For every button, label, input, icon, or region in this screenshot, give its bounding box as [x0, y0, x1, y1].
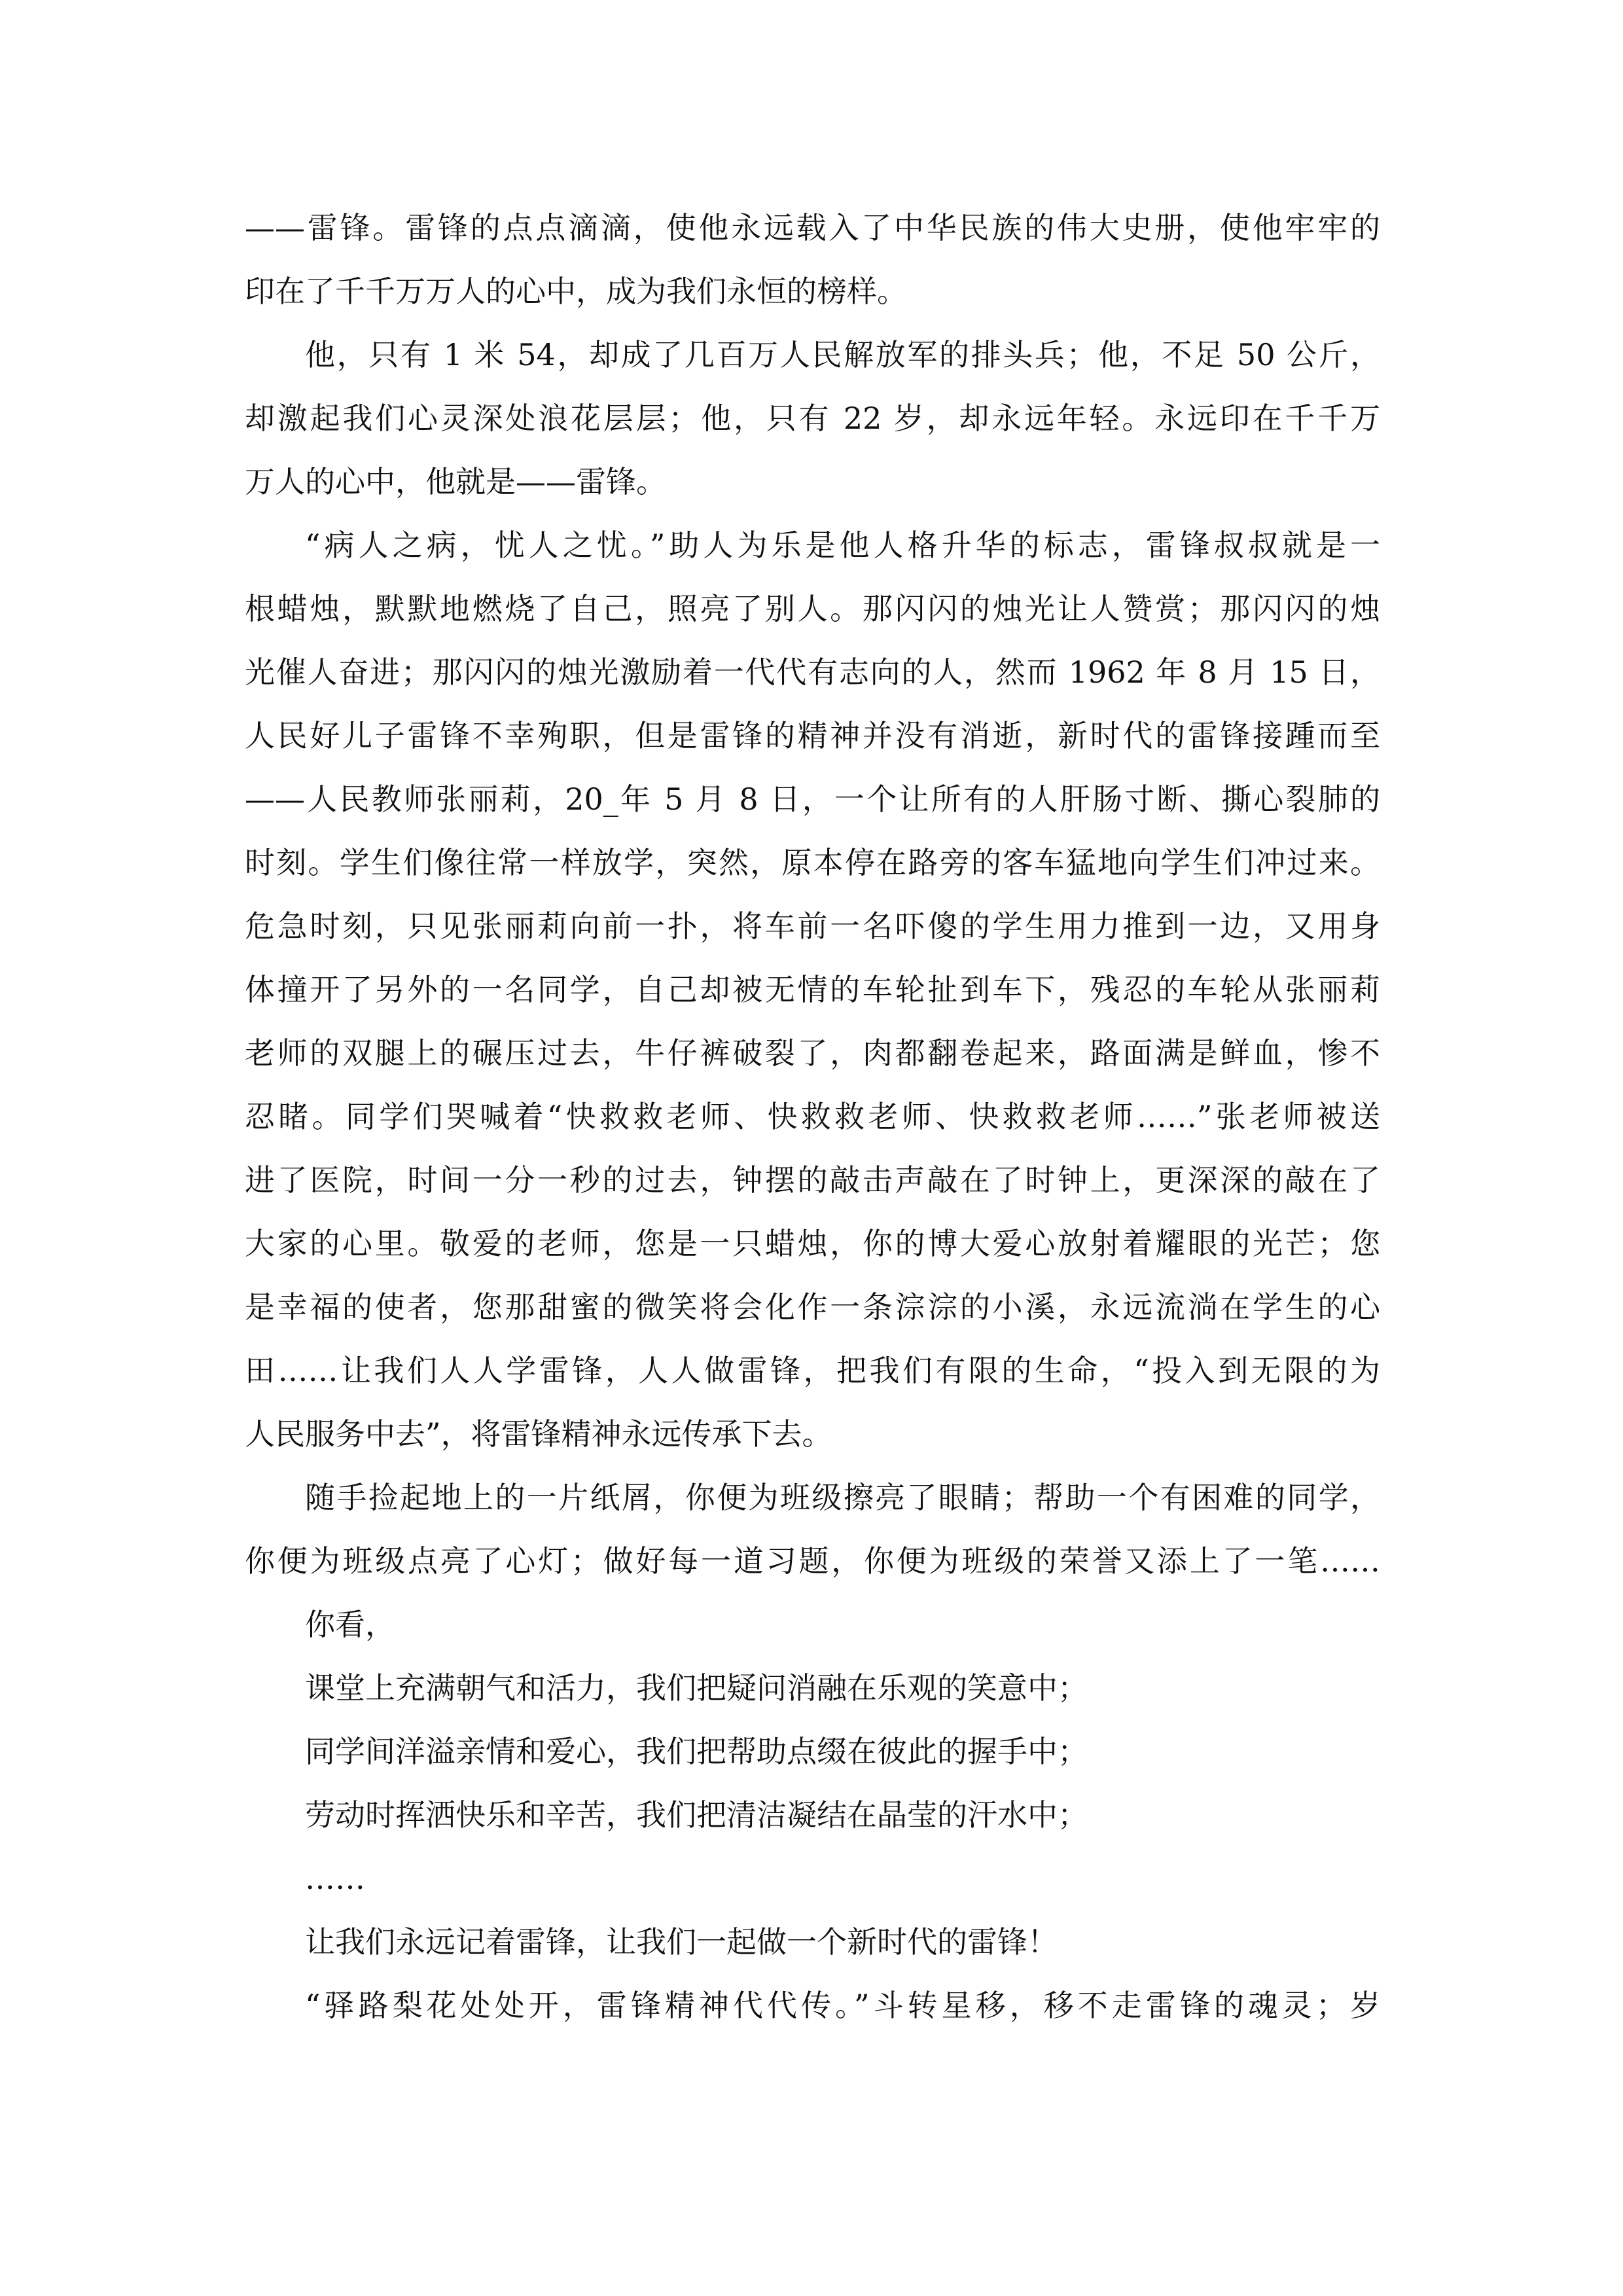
text-line: 危急时刻，只见张丽莉向前一扑，将车前一名吓傻的学生用力推到一边，又用身: [245, 908, 1380, 944]
text-line: 却激起我们心灵深处浪花层层；他，只有 22 岁，却永远年轻。永远印在千千万: [245, 401, 1380, 436]
text-line: ——雷锋。雷锋的点点滴滴，使他永远载入了中华民族的伟大史册，使他牢牢的: [245, 210, 1380, 245]
text-line: 万人的心中，他就是——雷锋。: [245, 464, 666, 499]
text-line: 印在了千千万万人的心中，成为我们永恒的榜样。: [245, 274, 907, 309]
text-line: 是幸福的使者，您那甜蜜的微笑将会化作一条淙淙的小溪，永远流淌在学生的心: [245, 1289, 1380, 1325]
text-line: 老师的双腿上的碾压过去，牛仔裤破裂了，肉都翻卷起来，路面满是鲜血，惨不: [245, 1035, 1380, 1071]
text-line: ——人民教师张丽莉，20_年 5 月 8 日，一个让所有的人肝肠寸断、撕心裂肺的: [245, 781, 1380, 817]
text-line: 人民服务中去”，将雷锋精神永远传承下去。: [245, 1416, 832, 1452]
text-line: 随手捡起地上的一片纸屑，你便为班级擦亮了眼睛；帮助一个有困难的同学，: [305, 1480, 1380, 1515]
text-line: 你看，: [305, 1607, 395, 1642]
text-line: 人民好儿子雷锋不幸殉职，但是雷锋的精神并没有消逝，新时代的雷锋接踵而至: [245, 718, 1380, 753]
text-line: “驿路梨花处处开，雷锋精神代代传。”斗转星移，移不走雷锋的魂灵；岁: [305, 1988, 1380, 2023]
text-line: 同学间洋溢亲情和爱心，我们把帮助点缀在彼此的握手中；: [305, 1734, 1088, 1769]
text-line: “病人之病，忧人之忧。”助人为乐是他人格升华的标志，雷锋叔叔就是一: [305, 528, 1380, 563]
text-line: 根蜡烛，默默地燃烧了自己，照亮了别人。那闪闪的烛光让人赞赏；那闪闪的烛: [245, 591, 1380, 626]
text-line: 忍睹。同学们哭喊着“快救救老师、快救救老师、快救救老师……”张老师被送: [245, 1099, 1380, 1134]
text-line: 田……让我们人人学雷锋，人人做雷锋，把我们有限的生命，“投入到无限的为: [245, 1353, 1380, 1388]
text-line: 你便为班级点亮了心灯；做好每一道习题，你便为班级的荣誉又添上了一笔……: [245, 1543, 1380, 1579]
text-line: 劳动时挥洒快乐和辛苦，我们把清洁凝结在晶莹的汗水中；: [305, 1797, 1088, 1833]
text-line: 进了医院，时间一分一秒的过去，钟摆的敲击声敲在了时钟上，更深深的敲在了: [245, 1162, 1380, 1198]
text-line: 体撞开了另外的一名同学，自己却被无情的车轮扯到车下，残忍的车轮从张丽莉: [245, 972, 1380, 1007]
text-line: 课堂上充满朝气和活力，我们把疑问消融在乐观的笑意中；: [305, 1670, 1088, 1706]
document-body: [245, 196, 1380, 2037]
text-line: 光催人奋进；那闪闪的烛光激励着一代代有志向的人，然而 1962 年 8 月 15 日，: [245, 655, 1380, 690]
text-line: ……: [305, 1861, 365, 1896]
text-line: 他，只有 1 米 54，却成了几百万人民解放军的排头兵；他，不足 50 公斤，: [305, 337, 1380, 372]
text-line: 大家的心里。敬爱的老师，您是一只蜡烛，你的博大爱心放射着耀眼的光芒；您: [245, 1226, 1380, 1261]
text-line: 让我们永远记着雷锋，让我们一起做一个新时代的雷锋！: [305, 1924, 1058, 1960]
text-line: 时刻。学生们像往常一样放学，突然，原本停在路旁的客车猛地向学生们冲过来。: [245, 845, 1380, 880]
